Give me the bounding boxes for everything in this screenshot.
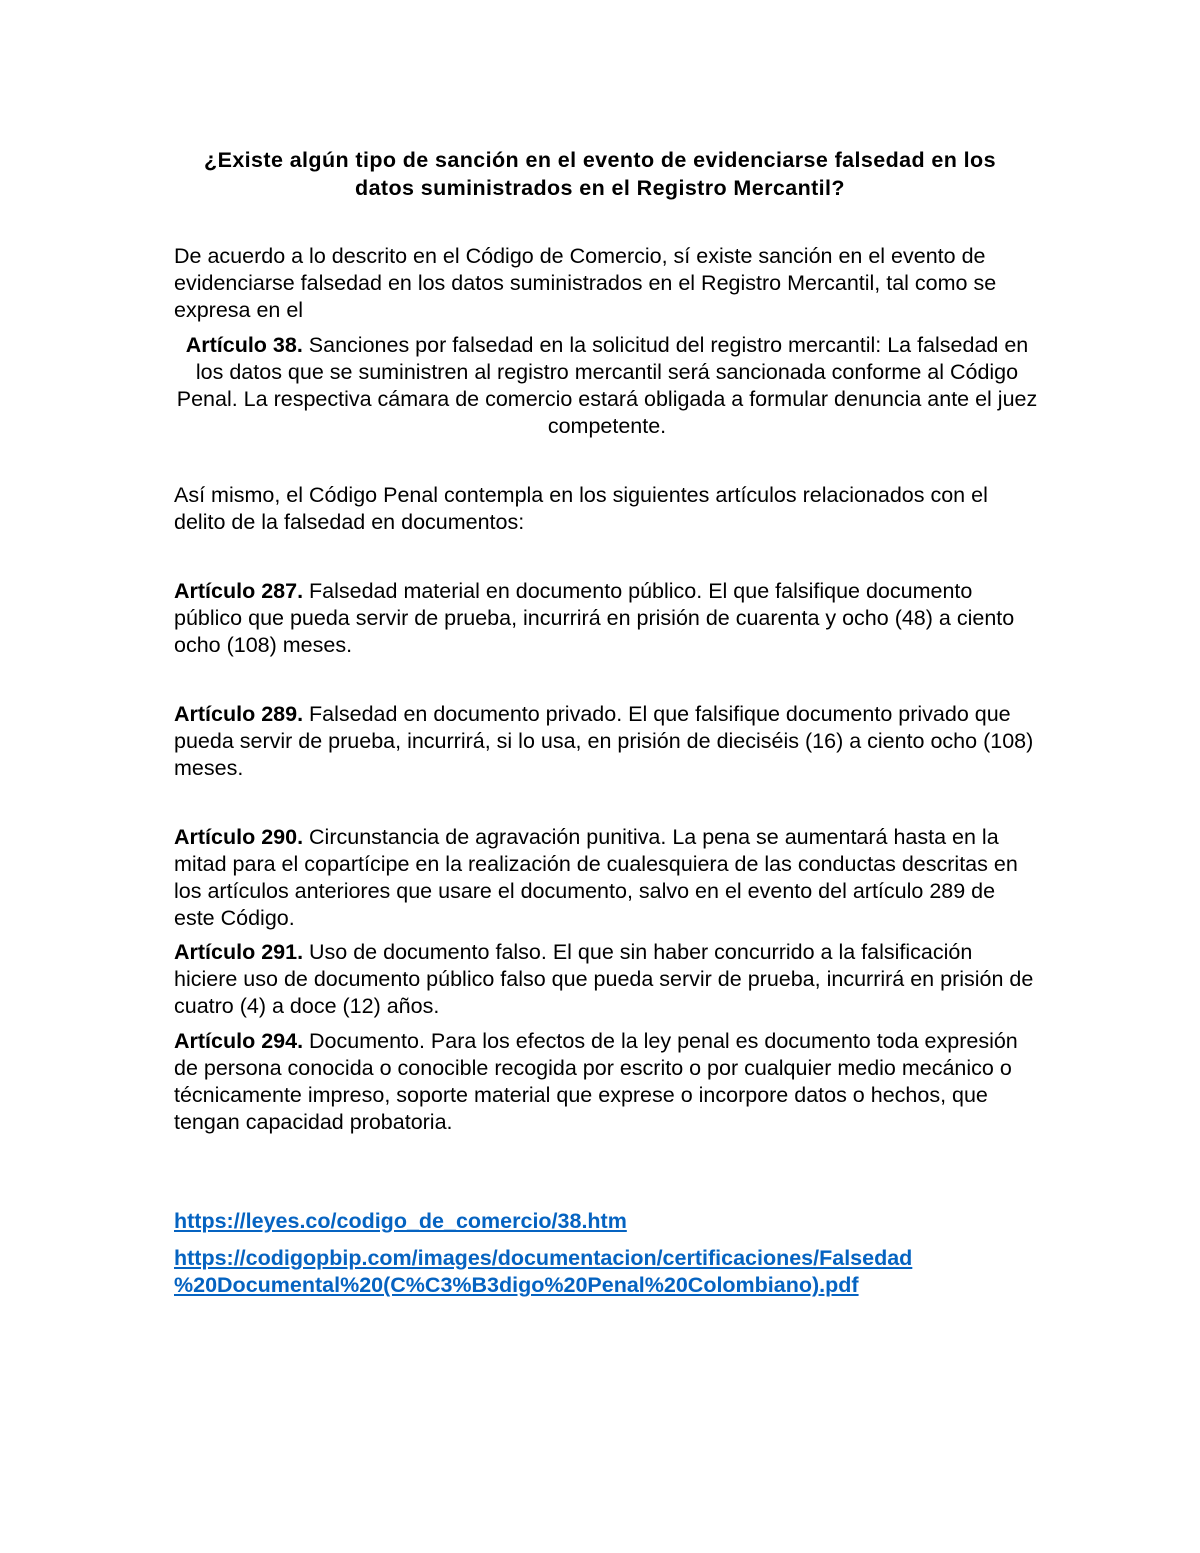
- article-294-text: Documento. Para los efectos de la ley penal es documento toda expresión de persona conocida o conocible recogida por escrito o por cualquier medio mecánico o técnicamente impreso, soporte material que exprese o incorpore datos o hechos, que tengan capacidad probatoria.: [174, 1029, 1018, 1134]
- article-38-text: Sanciones por falsedad en la solicitud del registro mercantil: La falsedad en los datos que se suministren al registro mercantil será sancionada conforme al Código Penal. La respectiva cámara de comercio estará obligada a formular denuncia ante el juez competente.: [176, 333, 1038, 438]
- article-290-label: Artículo 290.: [174, 825, 304, 849]
- article-38-quote: [174, 332, 1040, 440]
- article-290: [174, 824, 1034, 932]
- reference-link-codigo-comercio[interactable]: https://leyes.co/codigo_de_comercio/38.htm: [174, 1209, 627, 1233]
- title-line-1: ¿Existe algún tipo de sanción en el evento de evidenciarse falsedad en los: [204, 148, 996, 172]
- article-294-label: Artículo 294.: [174, 1029, 304, 1053]
- article-291-label: Artículo 291.: [174, 940, 304, 964]
- article-289-label: Artículo 289.: [174, 702, 304, 726]
- article-289-text: Falsedad en documento privado. El que falsifique documento privado que pueda servir de prueba, incurrirá, si lo usa, en prisión de dieciséis (16) a ciento ocho (108) meses.: [174, 702, 1034, 780]
- article-289: [174, 701, 1034, 782]
- penal-intro-paragraph: Así mismo, el Código Penal contempla en los siguientes artículos relacionados con el delito de la falsedad en documentos:: [174, 483, 988, 534]
- reference-link-2-line-1[interactable]: https://codigopbip.com/images/documentacion/certificaciones/Falsedad: [174, 1246, 913, 1270]
- reference-link-2-line-2[interactable]: %20Documental%20(C%C3%B3digo%20Penal%20Colombiano).pdf: [174, 1273, 859, 1297]
- article-287-label: Artículo 287.: [174, 579, 304, 603]
- article-294: [174, 1028, 1034, 1136]
- article-291-text: Uso de documento falso. El que sin haber concurrido a la falsificación hiciere uso de documento público falso que pueda servir de prueba, incurrirá en prisión de cuatro (4) a doce (12) años.: [174, 940, 1034, 1018]
- title-line-2: datos suministrados en el Registro Mercantil?: [355, 176, 845, 200]
- page-title: [150, 146, 1050, 202]
- reference-link-codigo-penal[interactable]: [174, 1246, 912, 1297]
- article-287-text: Falsedad material en documento público. El que falsifique documento público que pueda servir de prueba, incurrirá en prisión de cuarenta y ocho (48) a ciento ocho (108) meses.: [174, 579, 1015, 657]
- article-291: [174, 939, 1034, 1020]
- article-290-text: Circunstancia de agravación punitiva. La pena se aumentará hasta en la mitad para el copartícipe en la realización de cualesquiera de las conductas descritas en los artículos anteriores que usare el documento, salvo en el evento del artículo 289 de este Código.: [174, 825, 1018, 930]
- reference-link-1-container: [174, 1208, 1034, 1235]
- intro-paragraph: De acuerdo a lo descrito en el Código de Comercio, sí existe sanción en el evento de evidenciarse falsedad en los datos suministrados en el Registro Mercantil, tal como se expresa en el: [174, 244, 997, 322]
- reference-link-2-container: [174, 1245, 1034, 1299]
- article-38-label: Artículo 38.: [185, 333, 303, 357]
- article-287: [174, 578, 1034, 659]
